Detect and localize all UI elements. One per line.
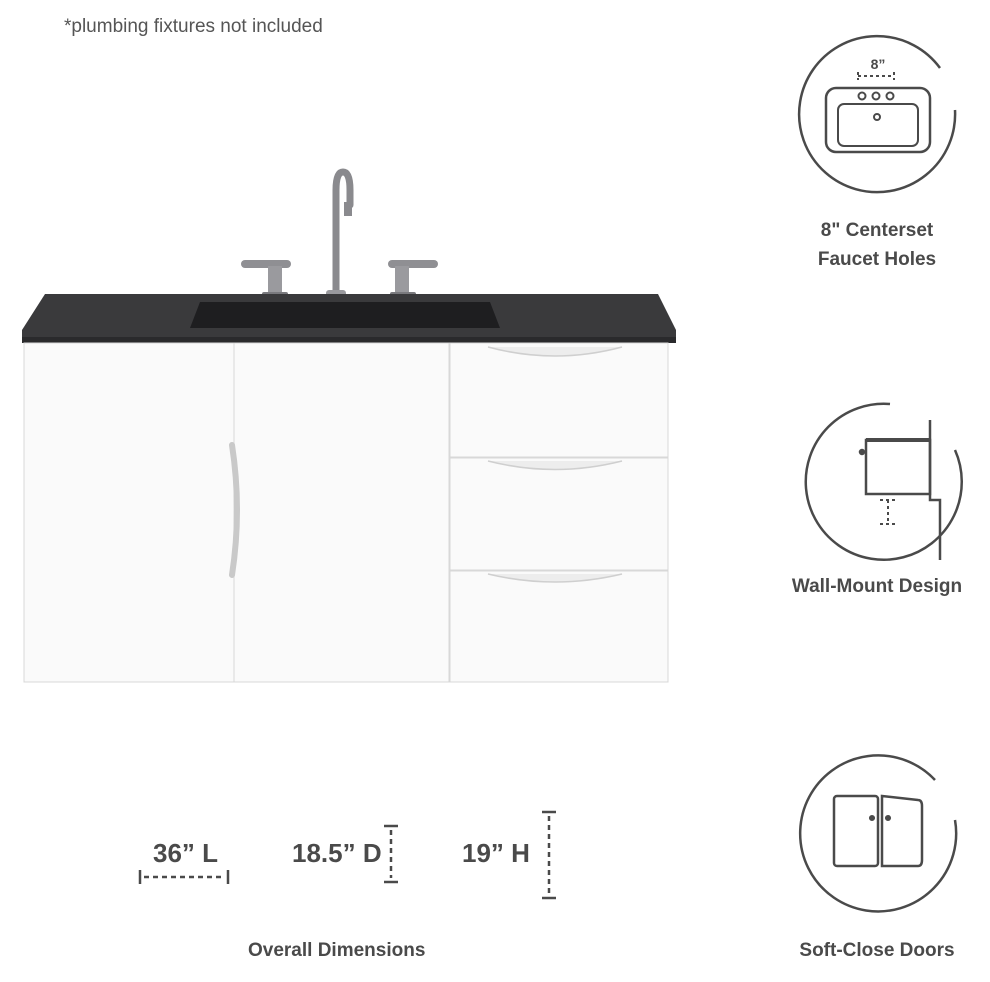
vanity-cabinet (24, 343, 668, 682)
height-dimension: 19” H (462, 838, 530, 868)
feature-label-wall-mount (757, 572, 990, 601)
depth-dimension: 18.5” D (292, 838, 382, 868)
left-door (24, 343, 234, 682)
drawer-bottom (450, 571, 668, 682)
length-dimension: 36” L (153, 838, 219, 868)
faucet (241, 172, 438, 304)
faucet-hole-spacing-label: 8” (870, 56, 886, 72)
feature-label-line: Faucet Holes (817, 249, 937, 270)
fixtures-note: *plumbing fixtures not included (64, 16, 323, 37)
feature-label-faucet-holes (757, 216, 990, 274)
drawer-middle (450, 458, 668, 570)
feature-label-soft-close (757, 936, 990, 965)
soft-close-doors-icon (800, 755, 956, 911)
overall-dimensions-caption: Overall Dimensions (248, 940, 426, 961)
length-marker (140, 870, 228, 884)
countertop (22, 294, 676, 343)
feature-label-line: Wall-Mount Design (791, 576, 963, 597)
feature-label-line: 8" Centerset (820, 220, 934, 241)
drawer-top (450, 343, 668, 457)
depth-marker (384, 826, 398, 882)
height-marker (542, 812, 556, 898)
wall-mount-icon (806, 404, 962, 560)
feature-label-line: Soft-Close Doors (799, 940, 955, 961)
right-door (234, 343, 449, 682)
